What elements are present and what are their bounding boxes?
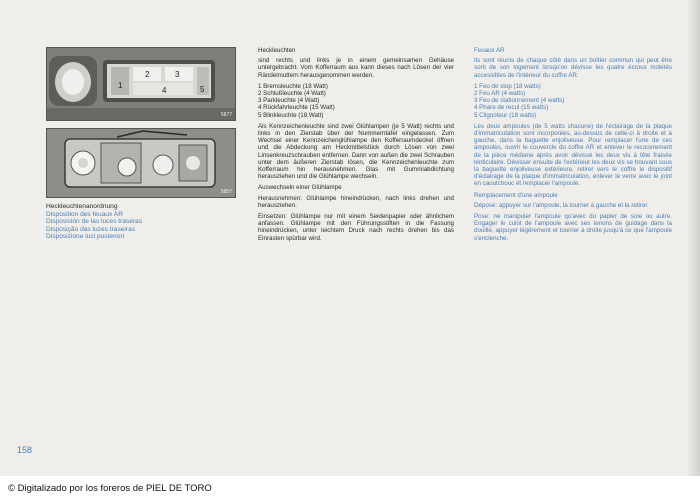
photo-number-2: 5857 [220,189,232,195]
page-edge-shadow [686,0,700,476]
list-item: 1 Feu de stop (18 watts) [474,82,541,90]
bulb-holder-illustration [47,129,235,197]
list-item: 2 Schlußleuchte (4 Watt) [258,90,326,98]
list-item: 5 Blinkleuchte (18 Watt) [258,111,324,119]
credit-bar [0,476,700,501]
french-insert: Pose: ne manipuler l'ampoule qu'avec du papier de soie ou autre. Engager le culot de l'ampoule avec ses tenons de guidage dans la douille, appuyer légèrement et tourner à droite jusqu'à ce que l'ampoule s'enclenche. [474,213,672,242]
list-item: 2 Feu AR (4 watts) [474,90,526,98]
german-remove: Herausnehmen: Glühlampe hineindrücken, nach links drehen und herausziehen. [258,194,454,209]
tail-lamp-photo [46,47,236,121]
german-intro: sind rechts und links je in einem gemeinsamen Gehäuse untergebracht. Vom Kofferraum aus kann dieses nach Lösen der vier Rändelmuttern herausgenommen werden. [258,57,454,79]
german-column [258,47,454,246]
caption-german: Heckleuchtenanordnung [46,203,118,210]
german-heading: Heckleuchten [258,47,296,54]
caption-french: Disposition des feuaux AR [46,210,123,218]
german-bulb-heading: Auswechseln einer Glühlampe [258,184,342,192]
list-item: 1 Bremsleuchte (18 Watt) [258,82,328,90]
list-item: 4 Phare de recul (15 watts) [474,104,549,112]
german-insert: Einsetzen: Glühlampe nur mit einem Seidenpapier oder ähnlichem anfassen. Glühlampe mit den Führungsstiften in die Fassung hineindrücken, unter leichtem Druck nach rechts drehen bis das Einrasten spürbar wird. [258,213,454,242]
caption-portuguese: Disposição das luzes traseiras [46,225,136,233]
french-bulb-list [474,83,672,119]
page-number: 158 [17,445,33,455]
photo-number-1: 5877 [220,112,232,118]
credit-text: © Digitalizado por los foreros de PIEL DE TORO [8,483,212,494]
callout-2: 2 [145,70,150,79]
list-item: 5 Clignoteur (18 watts) [474,111,537,119]
french-heading: Feuaux AR [474,47,505,54]
german-bulb-list [258,83,454,119]
tail-lamp-illustration [47,48,235,120]
french-column [474,47,672,246]
french-remove: Dépose: appuyer sur l'ampoule, la tourner à gauche et la retirer. [474,201,649,209]
list-item: 3 Feu de stationnement (4 watts) [474,97,565,105]
bulb-holder-photo [46,128,236,198]
caption-spanish: Disposición de las luces traseras [46,218,143,226]
callout-3: 3 [175,70,180,79]
french-plate-light: Les deux ampoules (de 5 watts chacune) de l'éclairage de la plaque d'immatriculation sont incorporées, au-dessus de celle-ci à droite et à gauche, dans la baguette enjoliveuse. Pour remplacer l'une de ces ampoules, ouvrir le couvercle du coffre AR et enlever le recouvrement de la pièce médiane après avoir dévissé les deux vis à tête fraisée lenticulaire. Dévisser ensuite de l'extérieur les deux vis se trouvant sous la baguette enjoliveuse extérieure, retirer vers le coffre le dispositif d'éclairage de la plaque d'immatriculation, enlever le verre avec le joint en caoutchouc et remplacer l'ampoule. [474,122,672,188]
german-plate-light: Als Kennzeichenleuchte sind zwei Glühlampen (je 5 Watt) rechts und links in den Zierstab über der Nummerntafel eingelassen. Zum Wechsel einer Kennzeichenglühlampe den Kofferraumdeckel öffnen und die Abdeckung am Heckmittelstück durch Lösen von zwei Linsenkreuzschrauben entfernen. Dann von außen die zwei Schrauben unter dem äußeren Zierstab lösen, die Kennzeichenleuchte zum Kofferraum hin herausnehmen. Glas mit Gummiabdichtung herausziehen und die Glühlampe wechseln. [258,122,454,181]
list-item: 4 Rückfahrleuchte (15 Watt) [258,104,335,112]
figure-caption [46,203,142,241]
caption-italian: Disposizione luci posteriori [46,233,125,241]
callout-4: 4 [162,86,167,95]
french-bulb-heading: Remplacement d'une ampoule [474,191,558,199]
callout-5: 5 [200,85,205,94]
list-item: 3 Parkleuchte (4 Watt) [258,97,320,105]
french-intro: Ils sont réunis de chaque côté dans un boîtier commun qui peut être sorti de son logement lorsqu'on dévisse les quatre écrous moletés accessibles de l'intérieur du coffre AR. [474,57,672,79]
callout-1: 1 [118,81,123,90]
